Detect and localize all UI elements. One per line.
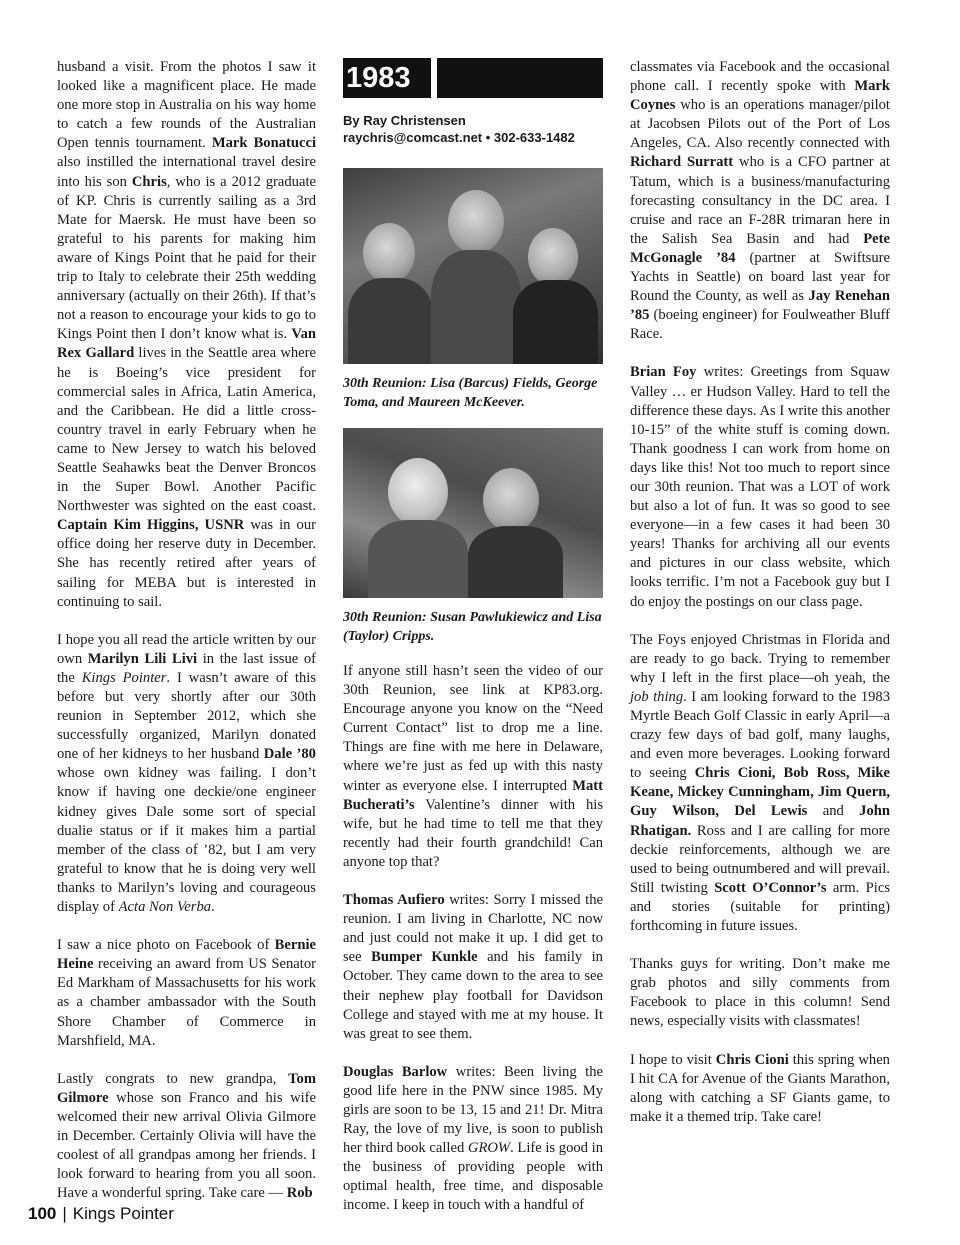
name-highlight: Thomas Aufiero: [343, 892, 445, 909]
column-right: [630, 58, 890, 1146]
header-bar: [437, 58, 603, 98]
paragraph: Thomas Aufiero writes: Sorry I missed the reunion. I am living in Charlotte, NC now and just could not make it up. I did get to see Bumper Kunkle and his family in October. They came down to the area to see their nephew play football for Davidson College and stayed with me at my house. It was great to see them.: [343, 892, 603, 1042]
name-highlight: Richard Surratt: [630, 154, 734, 171]
name-highlight: Dale ’80: [263, 746, 316, 763]
name-highlight: Mark Coynes: [630, 78, 890, 114]
name-highlight: Bumper Kunkle: [371, 949, 478, 966]
name-highlight: Chris: [131, 173, 167, 190]
name-highlight: Captain Kim Higgins, USNR: [57, 517, 245, 534]
photo-caption-2: 30th Reunion: Susan Pawlukiewicz and Lisa (Taylor) Cripps.: [343, 610, 602, 644]
name-highlight: Rob: [286, 1185, 313, 1202]
column-middle: [343, 58, 603, 1235]
byline-contact: raychris@comcast.net • 302-633-1482: [343, 130, 575, 145]
reunion-photo-1: [343, 168, 603, 364]
name-highlight: Scott O’Connor’s: [714, 879, 827, 896]
italic-text: Kings Pointer: [81, 669, 167, 686]
name-highlight: Douglas Barlow: [343, 1063, 448, 1080]
byline-author: By Ray Christensen: [343, 113, 466, 128]
name-highlight: Chris Cioni, Bob Ross, Mike Keane, Mickey Cunningham, Jim Quern, Guy Wilson, Del Lewis: [630, 765, 890, 820]
photo-caption-1: 30th Reunion: Lisa (Barcus) Fields, George Toma, and Maureen McKeever.: [343, 376, 598, 410]
name-highlight: Marilyn Lili Livi: [87, 650, 198, 667]
paragraph: I saw a nice photo on Facebook of Bernie Heine receiving an award from US Senator Ed Markham of Massachusetts for his work as a chamber ambassador with the South Shore Chamber of Commerce in Marshfield, MA.: [57, 937, 316, 1049]
name-highlight: Bernie Heine: [57, 937, 316, 973]
reunion-photo-2: [343, 428, 603, 598]
paragraph: If anyone still hasn’t seen the video of our 30th Reunion, see link at KP83.org. Encourage anyone you know on the “Need Current Contact” list to drop me a line. Things are fine with me here in Delaware, where we’re just as fed up with this nasty winter as everyone else. I interrupted Matt Bucherati’s Valentine’s dinner with his wife, but he had time to tell me that they recently had their fourth grandchild! Can anyone top that?: [343, 663, 603, 870]
page-number: 100: [28, 1204, 57, 1223]
paragraph: I hope to visit Chris Cioni this spring when I hit CA for Avenue of the Giants Marathon, along with catching a SF Giants game, to make it a themed trip. Take care!: [630, 1051, 890, 1125]
paragraph: The Foys enjoyed Christmas in Florida and are ready to go back. Trying to remember why I left in the first place—oh yeah, the job thing. I am looking forward to the 1983 Myrtle Beach Golf Classic in early April—a crazy few days of bad golf, many laughs, and even more beverages. Looking forward to seeing Chris Cioni, Bob Ross, Mike Keane, Mickey Cunningham, Jim Quern, Guy Wilson, Del Lewis and John Rhatigan. Ross and I are calling for more deckie reinforcements, although we are used to being outnumbered and will prevail. Still twisting Scott O’Connor’s arm. Pics and stories (suitable for printing) forthcoming in future issues.: [630, 631, 891, 935]
name-highlight: Chris Cioni: [715, 1051, 789, 1068]
page-footer: [28, 1204, 174, 1224]
byline: [343, 112, 603, 146]
class-year-header: [343, 58, 603, 98]
italic-text: job thing: [630, 688, 684, 705]
italic-text: GROW: [467, 1140, 511, 1157]
name-highlight: Tom Gilmore: [57, 1070, 316, 1106]
name-highlight: Van Rex Gallard: [57, 326, 316, 362]
paragraph: husband a visit. From the photos I saw it looked like a magnificent place. He made one more stop in Australia on his way home to catch a few rounds of the Australian Open tennis tournament. Mark Bonatucci also instilled the international travel desire into his son Chris, who is a 2012 graduate of KP. Chris is currently sailing as a 3rd Mate for Maersk. He must have been so grateful to his parents for making him aware of Kings Point that he paid for their trip to Italy to celebrate their 25th wedding anniversary (actually on their 26th). If that’s not a reason to encourage your kids to go to Kings Point then I don’t know what is. Van Rex Gallard lives in the Seattle area where he is Boeing’s vice president for commercial sales in Africa, Latin America, and the Caribbean. He did a little cross-country travel in early February when he came to New Jersey to watch his beloved Seattle Seahawks beat the Denver Broncos in the Super Bowl. Another Pacific Northwester was sighted on the east coast. Captain Kim Higgins, USNR was in our office doing her reserve duty in December. She has recently retired after years of sailing for MEBA but is interested in continuing to sail.: [57, 59, 317, 610]
name-highlight: Matt Bucherati’s: [343, 777, 603, 813]
name-highlight: Jay Renehan ’85: [630, 288, 890, 324]
name-highlight: Brian Foy: [630, 364, 697, 381]
paragraph: Douglas Barlow writes: Been living the good life here in the PNW since 1985. My girls are soon to be 13, 15 and 21! Dr. Mitra Ray, the love of my live, is soon to publish her third book called GROW. Life is good in the business of providing people with optimal health, free time, and disposable income. I keep in touch with a handful of: [343, 1063, 604, 1214]
paragraph: Lastly congrats to new grandpa, Tom Gilmore whose son Franco and his wife welcomed their new arrival Olivia Gilmore in December. Certainly Olivia will have the coolest of all grandpas among her friends. I look forward to hearing from you all soon. Have a wonderful spring. Take care — Rob: [57, 1070, 316, 1202]
paragraph: Brian Foy writes: Greetings from Squaw Valley … er Hudson Valley. Hard to tell the difference these days. As I write this another 10-15” of the white stuff is coming down. Thank goodness I can work from home on days like this! Not too much to report since our 30th reunion. That was a LOT of work but also a lot of fun. It was so good to see everyone—in a few cases it had been 30 years! Thanks for archiving all our events and pictures in our class website, which looks terrific. I’m not a Facebook guy but I do enjoy the postings on our class page.: [630, 364, 890, 610]
name-highlight: John Rhatigan.: [630, 803, 890, 839]
publication-name: Kings Pointer: [72, 1204, 174, 1223]
italic-text: Acta Non Verba: [118, 899, 212, 916]
paragraph: I hope you all read the article written by our own Marilyn Lili Livi in the last issue of the Kings Pointer. I wasn’t aware of this before but very shortly after our 30th reunion in September 2012, which she successfully organized, Marilyn donated one of her kidneys to her husband Dale ’80 whose own kidney was failing. I don’t know if having one deckie/one engineer kidney gives Dale some sort of special dualie status or if it makes him a partial member of the class of ’82, but I am very grateful to know that he is doing very well thanks to Marilyn’s loving and courageous display of Acta Non Verba.: [57, 631, 317, 916]
name-highlight: Mark Bonatucci: [211, 135, 317, 152]
class-year: 1983: [343, 58, 431, 98]
name-highlight: Pete McGonagle ’84: [630, 230, 890, 266]
column-left: [57, 58, 316, 1222]
paragraph: classmates via Facebook and the occasional phone call. I recently spoke with Mark Coynes who is an operations manager/pilot at Jacobsen Pilots out of the Port of Los Angeles, CA. Also recently connected with Richard Surratt who is a CFO partner at Tatum, which is a business/manufacturing forecasting consultancy in the DC area. I cruise and race an F-28R trimaran here in the Salish Sea Basin and had Pete McGonagle ’84 (partner at Swiftsure Yachts in Seattle) on board last year for Round the County, as well as Jay Renehan ’85 (boeing engineer) for Foulweather Bluff Race.: [630, 59, 890, 343]
paragraph: Thanks guys for writing. Don’t make me grab photos and silly comments from Facebook to place in this column! Send news, especially visits with classmates!: [630, 956, 890, 1030]
footer-separator: |: [62, 1204, 67, 1223]
